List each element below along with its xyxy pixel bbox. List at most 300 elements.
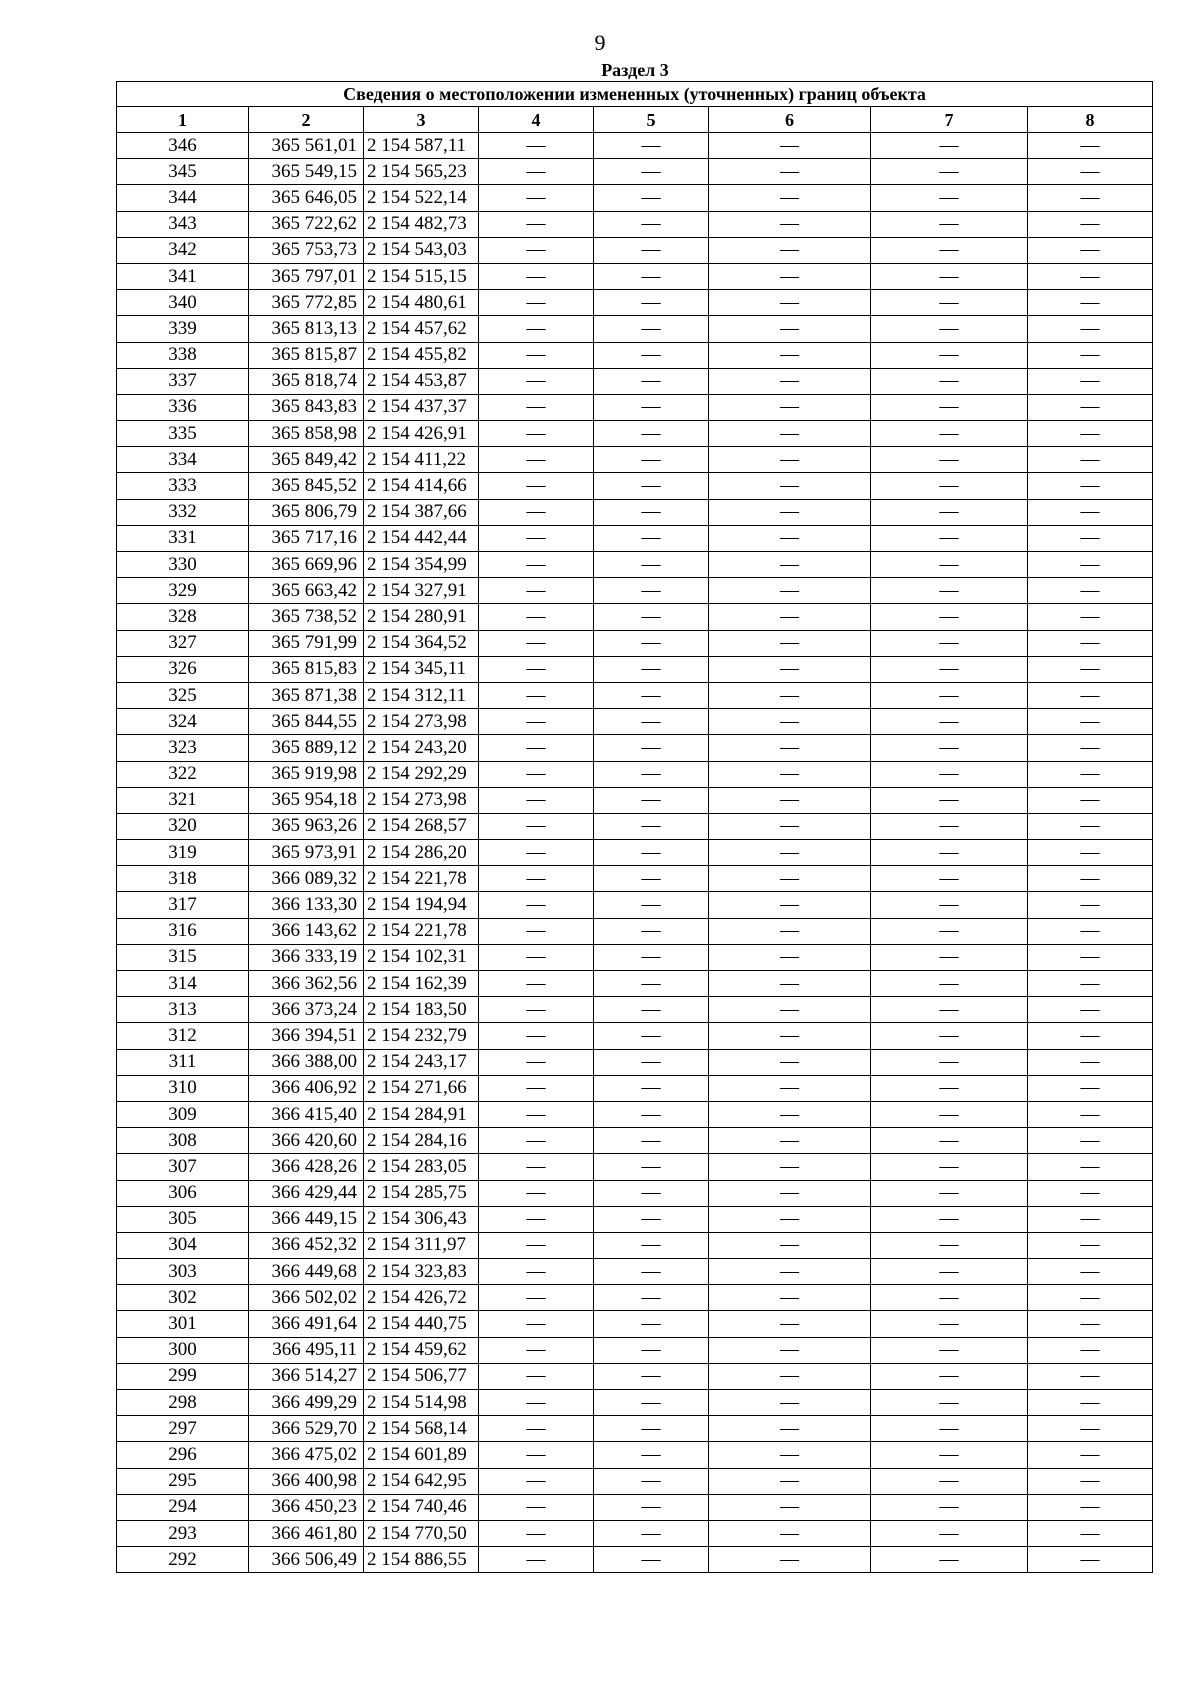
- table-row: [117, 290, 1153, 316]
- dash-cell: —: [1028, 866, 1153, 892]
- dash-cell: —: [871, 1101, 1028, 1127]
- dash-cell: —: [871, 787, 1028, 813]
- dash-cell: —: [1028, 1520, 1153, 1546]
- point-number-cell: 317: [117, 892, 249, 918]
- dash-cell: —: [479, 1390, 594, 1416]
- column-number-3: 3: [364, 107, 479, 133]
- point-number-cell: 315: [117, 944, 249, 970]
- dash-cell: —: [479, 525, 594, 551]
- table-row: [117, 394, 1153, 420]
- dash-cell: —: [594, 1494, 709, 1520]
- y-coordinate-cell: 2 154 323,83: [364, 1259, 479, 1285]
- y-coordinate-cell: 2 154 426,72: [364, 1285, 479, 1311]
- table-row: [117, 368, 1153, 394]
- dash-cell: —: [594, 761, 709, 787]
- dash-cell: —: [871, 918, 1028, 944]
- table-row: [117, 1311, 1153, 1337]
- y-coordinate-cell: 2 154 327,91: [364, 578, 479, 604]
- dash-cell: —: [709, 1363, 871, 1389]
- y-coordinate-cell: 2 154 162,39: [364, 971, 479, 997]
- table-row: [117, 813, 1153, 839]
- dash-cell: —: [479, 290, 594, 316]
- dash-cell: —: [871, 656, 1028, 682]
- table-row: [117, 1494, 1153, 1520]
- point-number-cell: 346: [117, 133, 249, 159]
- dash-cell: —: [1028, 525, 1153, 551]
- table-row: [117, 133, 1153, 159]
- dash-cell: —: [1028, 1311, 1153, 1337]
- dash-cell: —: [479, 997, 594, 1023]
- dash-cell: —: [479, 656, 594, 682]
- dash-cell: —: [709, 761, 871, 787]
- dash-cell: —: [479, 552, 594, 578]
- point-number-cell: 299: [117, 1363, 249, 1389]
- dash-cell: —: [1028, 1101, 1153, 1127]
- dash-cell: —: [594, 1416, 709, 1442]
- dash-cell: —: [871, 1442, 1028, 1468]
- dash-cell: —: [1028, 604, 1153, 630]
- x-coordinate-cell: 365 772,85: [249, 290, 364, 316]
- dash-cell: —: [1028, 133, 1153, 159]
- dash-cell: —: [1028, 316, 1153, 342]
- table-row: [117, 1520, 1153, 1546]
- dash-cell: —: [594, 1206, 709, 1232]
- table-row: [117, 1337, 1153, 1363]
- dash-cell: —: [871, 211, 1028, 237]
- y-coordinate-cell: 2 154 387,66: [364, 499, 479, 525]
- point-number-cell: 339: [117, 316, 249, 342]
- dash-cell: —: [479, 1311, 594, 1337]
- table-row: [117, 185, 1153, 211]
- dash-cell: —: [1028, 290, 1153, 316]
- dash-cell: —: [479, 473, 594, 499]
- table-row: [117, 211, 1153, 237]
- point-number-cell: 344: [117, 185, 249, 211]
- dash-cell: —: [1028, 1468, 1153, 1494]
- dash-cell: —: [594, 735, 709, 761]
- dash-cell: —: [594, 1049, 709, 1075]
- x-coordinate-cell: 366 502,02: [249, 1285, 364, 1311]
- dash-cell: —: [709, 1337, 871, 1363]
- dash-cell: —: [479, 1049, 594, 1075]
- dash-cell: —: [1028, 1049, 1153, 1075]
- table-row: [117, 159, 1153, 185]
- dash-cell: —: [709, 656, 871, 682]
- dash-cell: —: [594, 1128, 709, 1154]
- dash-cell: —: [479, 1075, 594, 1101]
- dash-cell: —: [594, 944, 709, 970]
- column-number-4: 4: [479, 107, 594, 133]
- dash-cell: —: [1028, 1442, 1153, 1468]
- dash-cell: —: [479, 1259, 594, 1285]
- dash-cell: —: [709, 499, 871, 525]
- point-number-cell: 301: [117, 1311, 249, 1337]
- x-coordinate-cell: 365 722,62: [249, 211, 364, 237]
- dash-cell: —: [1028, 1180, 1153, 1206]
- y-coordinate-cell: 2 154 437,37: [364, 394, 479, 420]
- point-number-cell: 336: [117, 394, 249, 420]
- dash-cell: —: [1028, 1390, 1153, 1416]
- dash-cell: —: [1028, 892, 1153, 918]
- x-coordinate-cell: 365 791,99: [249, 630, 364, 656]
- point-number-cell: 308: [117, 1128, 249, 1154]
- dash-cell: —: [1028, 211, 1153, 237]
- dash-cell: —: [594, 185, 709, 211]
- dash-cell: —: [709, 1520, 871, 1546]
- table-row: [117, 1416, 1153, 1442]
- y-coordinate-cell: 2 154 283,05: [364, 1154, 479, 1180]
- y-coordinate-cell: 2 154 770,50: [364, 1520, 479, 1546]
- dash-cell: —: [1028, 578, 1153, 604]
- dash-cell: —: [709, 552, 871, 578]
- y-coordinate-cell: 2 154 285,75: [364, 1180, 479, 1206]
- dash-cell: —: [871, 1285, 1028, 1311]
- point-number-cell: 313: [117, 997, 249, 1023]
- dash-cell: —: [709, 316, 871, 342]
- x-coordinate-cell: 365 738,52: [249, 604, 364, 630]
- dash-cell: —: [479, 499, 594, 525]
- table-row: [117, 1180, 1153, 1206]
- dash-cell: —: [871, 185, 1028, 211]
- table-row: [117, 1049, 1153, 1075]
- dash-cell: —: [709, 1232, 871, 1258]
- dash-cell: —: [594, 1468, 709, 1494]
- point-number-cell: 324: [117, 709, 249, 735]
- dash-cell: —: [709, 1023, 871, 1049]
- dash-cell: —: [594, 866, 709, 892]
- x-coordinate-cell: 365 973,91: [249, 840, 364, 866]
- dash-cell: —: [709, 1311, 871, 1337]
- point-number-cell: 321: [117, 787, 249, 813]
- dash-cell: —: [479, 840, 594, 866]
- dash-cell: —: [594, 290, 709, 316]
- dash-cell: —: [709, 1285, 871, 1311]
- point-number-cell: 296: [117, 1442, 249, 1468]
- dash-cell: —: [871, 1232, 1028, 1258]
- x-coordinate-cell: 365 954,18: [249, 787, 364, 813]
- point-number-cell: 312: [117, 1023, 249, 1049]
- dash-cell: —: [594, 1023, 709, 1049]
- dash-cell: —: [1028, 971, 1153, 997]
- dash-cell: —: [479, 1494, 594, 1520]
- table-row: [117, 682, 1153, 708]
- dash-cell: —: [594, 918, 709, 944]
- dash-cell: —: [479, 735, 594, 761]
- table-row: [117, 735, 1153, 761]
- y-coordinate-cell: 2 154 515,15: [364, 263, 479, 289]
- dash-cell: —: [871, 1520, 1028, 1546]
- dash-cell: —: [594, 1547, 709, 1573]
- dash-cell: —: [709, 997, 871, 1023]
- x-coordinate-cell: 365 663,42: [249, 578, 364, 604]
- dash-cell: —: [594, 159, 709, 185]
- point-number-cell: 325: [117, 682, 249, 708]
- dash-cell: —: [594, 421, 709, 447]
- y-coordinate-cell: 2 154 522,14: [364, 185, 479, 211]
- table-row: [117, 656, 1153, 682]
- section-title: Раздел 3: [601, 60, 669, 80]
- dash-cell: —: [709, 1128, 871, 1154]
- dash-cell: —: [1028, 1232, 1153, 1258]
- dash-cell: —: [871, 1206, 1028, 1232]
- dash-cell: —: [479, 892, 594, 918]
- point-number-cell: 334: [117, 447, 249, 473]
- point-number-cell: 337: [117, 368, 249, 394]
- dash-cell: —: [1028, 1206, 1153, 1232]
- column-number-1: 1: [117, 107, 249, 133]
- dash-cell: —: [479, 1416, 594, 1442]
- x-coordinate-cell: 365 845,52: [249, 473, 364, 499]
- point-number-cell: 328: [117, 604, 249, 630]
- dash-cell: —: [479, 1520, 594, 1546]
- dash-cell: —: [871, 971, 1028, 997]
- dash-cell: —: [1028, 813, 1153, 839]
- dash-cell: —: [871, 1311, 1028, 1337]
- table-row: [117, 1547, 1153, 1573]
- table-caption: Сведения о местоположении измененных (уточненных) границ объекта: [117, 82, 1153, 107]
- dash-cell: —: [479, 918, 594, 944]
- dash-cell: —: [479, 944, 594, 970]
- point-number-cell: 305: [117, 1206, 249, 1232]
- dash-cell: —: [871, 552, 1028, 578]
- y-coordinate-cell: 2 154 587,11: [364, 133, 479, 159]
- dash-cell: —: [1028, 682, 1153, 708]
- y-coordinate-cell: 2 154 506,77: [364, 1363, 479, 1389]
- dash-cell: —: [594, 394, 709, 420]
- dash-cell: —: [709, 1049, 871, 1075]
- dash-cell: —: [871, 473, 1028, 499]
- dash-cell: —: [479, 447, 594, 473]
- x-coordinate-cell: 365 818,74: [249, 368, 364, 394]
- x-coordinate-cell: 366 133,30: [249, 892, 364, 918]
- dash-cell: —: [871, 263, 1028, 289]
- x-coordinate-cell: 365 669,96: [249, 552, 364, 578]
- x-coordinate-cell: 365 797,01: [249, 263, 364, 289]
- y-coordinate-cell: 2 154 221,78: [364, 866, 479, 892]
- dash-cell: —: [871, 1468, 1028, 1494]
- x-coordinate-cell: 365 646,05: [249, 185, 364, 211]
- y-coordinate-cell: 2 154 221,78: [364, 918, 479, 944]
- dash-cell: —: [1028, 473, 1153, 499]
- y-coordinate-cell: 2 154 280,91: [364, 604, 479, 630]
- dash-cell: —: [871, 630, 1028, 656]
- point-number-cell: 330: [117, 552, 249, 578]
- table-row: [117, 316, 1153, 342]
- table-row: [117, 525, 1153, 551]
- dash-cell: —: [479, 682, 594, 708]
- x-coordinate-cell: 365 963,26: [249, 813, 364, 839]
- dash-cell: —: [709, 787, 871, 813]
- dash-cell: —: [871, 368, 1028, 394]
- x-coordinate-cell: 366 499,29: [249, 1390, 364, 1416]
- dash-cell: —: [479, 1128, 594, 1154]
- dash-cell: —: [594, 1363, 709, 1389]
- dash-cell: —: [709, 971, 871, 997]
- dash-cell: —: [1028, 1128, 1153, 1154]
- x-coordinate-cell: 365 871,38: [249, 682, 364, 708]
- column-numbers-row: [117, 107, 1153, 133]
- point-number-cell: 307: [117, 1154, 249, 1180]
- y-coordinate-cell: 2 154 306,43: [364, 1206, 479, 1232]
- y-coordinate-cell: 2 154 271,66: [364, 1075, 479, 1101]
- column-number-6: 6: [709, 107, 871, 133]
- dash-cell: —: [1028, 1023, 1153, 1049]
- dash-cell: —: [709, 1101, 871, 1127]
- table-row: [117, 1075, 1153, 1101]
- x-coordinate-cell: 365 815,83: [249, 656, 364, 682]
- y-coordinate-cell: 2 154 286,20: [364, 840, 479, 866]
- x-coordinate-cell: 366 491,64: [249, 1311, 364, 1337]
- dash-cell: —: [871, 866, 1028, 892]
- dash-cell: —: [871, 1180, 1028, 1206]
- point-number-cell: 309: [117, 1101, 249, 1127]
- dash-cell: —: [709, 682, 871, 708]
- dash-cell: —: [594, 1311, 709, 1337]
- dash-cell: —: [871, 525, 1028, 551]
- dash-cell: —: [871, 1494, 1028, 1520]
- y-coordinate-cell: 2 154 183,50: [364, 997, 479, 1023]
- table-row: [117, 421, 1153, 447]
- dash-cell: —: [479, 1363, 594, 1389]
- y-coordinate-cell: 2 154 568,14: [364, 1416, 479, 1442]
- dash-cell: —: [1028, 1416, 1153, 1442]
- dash-cell: —: [871, 1075, 1028, 1101]
- dash-cell: —: [479, 1101, 594, 1127]
- y-coordinate-cell: 2 154 642,95: [364, 1468, 479, 1494]
- dash-cell: —: [709, 447, 871, 473]
- dash-cell: —: [479, 761, 594, 787]
- dash-cell: —: [709, 813, 871, 839]
- table-row: [117, 997, 1153, 1023]
- dash-cell: —: [709, 473, 871, 499]
- dash-cell: —: [1028, 1337, 1153, 1363]
- point-number-cell: 311: [117, 1049, 249, 1075]
- x-coordinate-cell: 366 449,15: [249, 1206, 364, 1232]
- dash-cell: —: [479, 1232, 594, 1258]
- dash-cell: —: [594, 263, 709, 289]
- x-coordinate-cell: 365 843,83: [249, 394, 364, 420]
- x-coordinate-cell: 365 858,98: [249, 421, 364, 447]
- dash-cell: —: [594, 971, 709, 997]
- table-row: [117, 1206, 1153, 1232]
- dash-cell: —: [479, 211, 594, 237]
- y-coordinate-cell: 2 154 543,03: [364, 237, 479, 263]
- point-number-cell: 335: [117, 421, 249, 447]
- table-row: [117, 1468, 1153, 1494]
- dash-cell: —: [709, 1154, 871, 1180]
- y-coordinate-cell: 2 154 514,98: [364, 1390, 479, 1416]
- dash-cell: —: [1028, 944, 1153, 970]
- table-row: [117, 787, 1153, 813]
- x-coordinate-cell: 366 089,32: [249, 866, 364, 892]
- point-number-cell: 343: [117, 211, 249, 237]
- dash-cell: —: [709, 1206, 871, 1232]
- dash-cell: —: [871, 447, 1028, 473]
- y-coordinate-cell: 2 154 426,91: [364, 421, 479, 447]
- point-number-cell: 327: [117, 630, 249, 656]
- column-number-2: 2: [249, 107, 364, 133]
- table-row: [117, 578, 1153, 604]
- point-number-cell: 310: [117, 1075, 249, 1101]
- x-coordinate-cell: 365 889,12: [249, 735, 364, 761]
- table-row: [117, 263, 1153, 289]
- table-row: [117, 709, 1153, 735]
- point-number-cell: 323: [117, 735, 249, 761]
- y-coordinate-cell: 2 154 740,46: [364, 1494, 479, 1520]
- y-coordinate-cell: 2 154 455,82: [364, 342, 479, 368]
- dash-cell: —: [871, 1390, 1028, 1416]
- dash-cell: —: [871, 237, 1028, 263]
- dash-cell: —: [479, 1468, 594, 1494]
- dash-cell: —: [1028, 342, 1153, 368]
- dash-cell: —: [479, 866, 594, 892]
- dash-cell: —: [1028, 630, 1153, 656]
- dash-cell: —: [479, 1442, 594, 1468]
- table-body: [117, 133, 1153, 1573]
- x-coordinate-cell: 365 806,79: [249, 499, 364, 525]
- dash-cell: —: [871, 159, 1028, 185]
- table-row: [117, 1232, 1153, 1258]
- point-number-cell: 300: [117, 1337, 249, 1363]
- dash-cell: —: [479, 237, 594, 263]
- y-coordinate-cell: 2 154 292,29: [364, 761, 479, 787]
- dash-cell: —: [1028, 421, 1153, 447]
- dash-cell: —: [1028, 761, 1153, 787]
- point-number-cell: 342: [117, 237, 249, 263]
- dash-cell: —: [871, 394, 1028, 420]
- y-coordinate-cell: 2 154 411,22: [364, 447, 479, 473]
- y-coordinate-cell: 2 154 345,11: [364, 656, 479, 682]
- dash-cell: —: [594, 1442, 709, 1468]
- dash-cell: —: [594, 133, 709, 159]
- dash-cell: —: [479, 394, 594, 420]
- x-coordinate-cell: 366 461,80: [249, 1520, 364, 1546]
- dash-cell: —: [871, 1154, 1028, 1180]
- point-number-cell: 302: [117, 1285, 249, 1311]
- dash-cell: —: [1028, 159, 1153, 185]
- dash-cell: —: [1028, 1075, 1153, 1101]
- dash-cell: —: [871, 709, 1028, 735]
- dash-cell: —: [594, 1075, 709, 1101]
- dash-cell: —: [479, 1154, 594, 1180]
- dash-cell: —: [871, 1363, 1028, 1389]
- point-number-cell: 341: [117, 263, 249, 289]
- point-number-cell: 316: [117, 918, 249, 944]
- table-row: [117, 1023, 1153, 1049]
- dash-cell: —: [871, 813, 1028, 839]
- table-row: [117, 1101, 1153, 1127]
- dash-cell: —: [594, 499, 709, 525]
- dash-cell: —: [479, 342, 594, 368]
- table-row: [117, 971, 1153, 997]
- dash-cell: —: [594, 787, 709, 813]
- table-row: [117, 552, 1153, 578]
- x-coordinate-cell: 365 753,73: [249, 237, 364, 263]
- y-coordinate-cell: 2 154 457,62: [364, 316, 479, 342]
- dash-cell: —: [1028, 918, 1153, 944]
- dash-cell: —: [871, 1259, 1028, 1285]
- point-number-cell: 292: [117, 1547, 249, 1573]
- dash-cell: —: [709, 1180, 871, 1206]
- dash-cell: —: [709, 892, 871, 918]
- dash-cell: —: [479, 709, 594, 735]
- dash-cell: —: [1028, 447, 1153, 473]
- dash-cell: —: [1028, 997, 1153, 1023]
- x-coordinate-cell: 365 549,15: [249, 159, 364, 185]
- dash-cell: —: [594, 1101, 709, 1127]
- dash-cell: —: [479, 1180, 594, 1206]
- dash-cell: —: [709, 394, 871, 420]
